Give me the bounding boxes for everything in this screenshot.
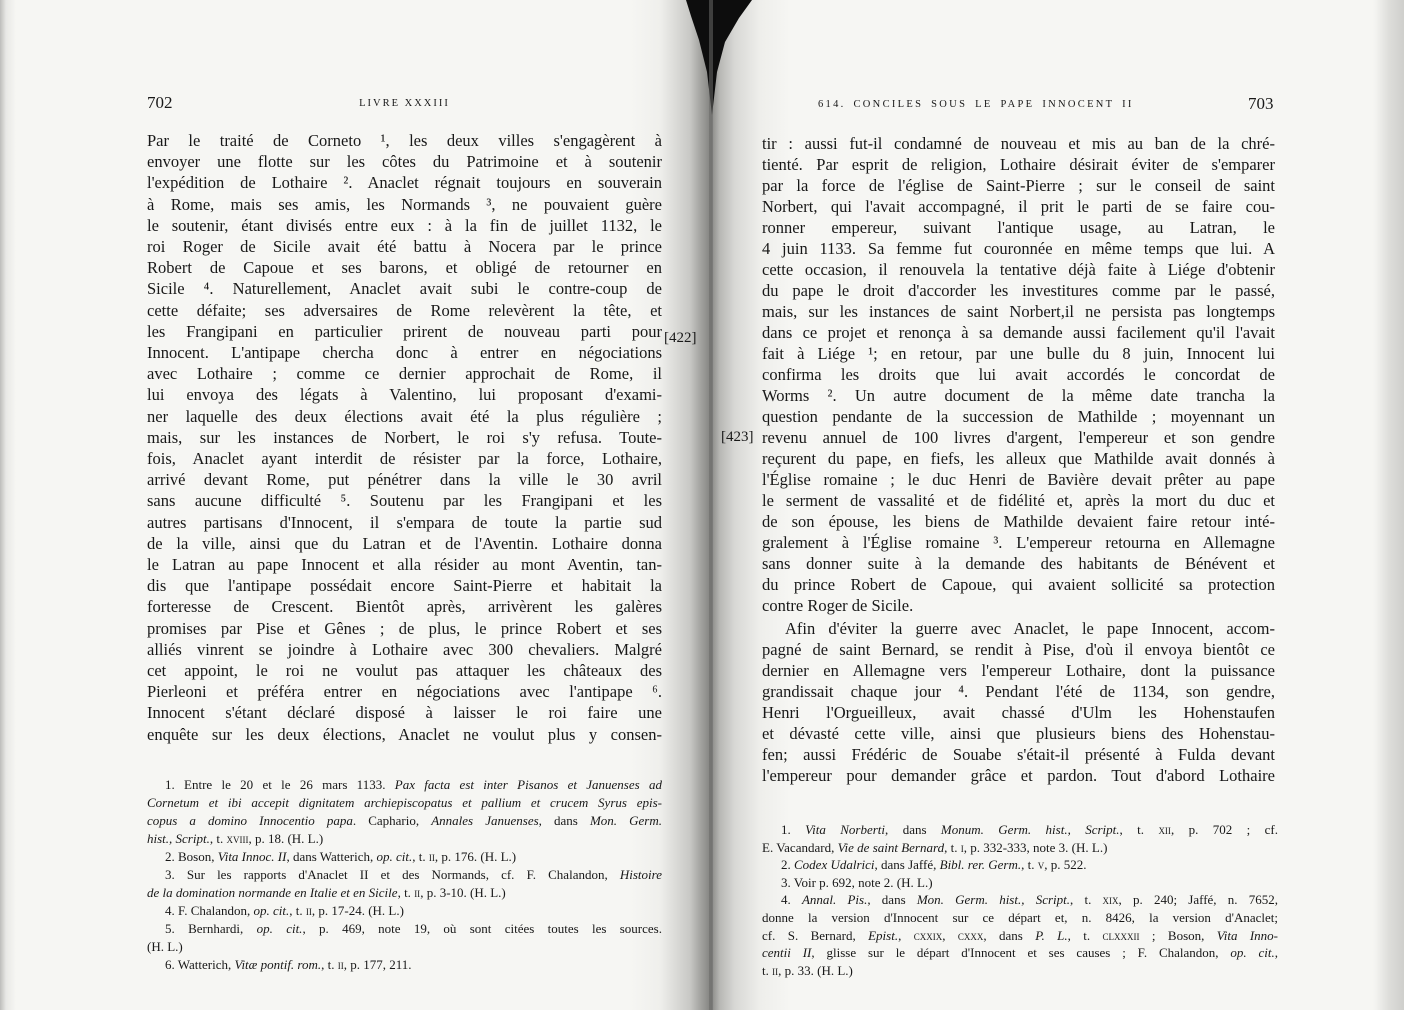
footnote-text: donne la version d'Innocent sur ce départ et, n. 8426, la version d'Anaclet;: [762, 909, 1278, 925]
footnote: [147, 866, 662, 902]
footnote-italic-text: Monum. Germ. hist., Script.: [940, 822, 1120, 837]
text-line: le serment de vassalité et de fidélité et, après la mort du duc et: [762, 491, 1275, 510]
footnote-text: , dans: [867, 892, 917, 908]
text-line: forteresse de Crescent. Bientôt après, arrivèrent les galères: [147, 597, 662, 617]
footnote: [762, 856, 1278, 874]
paragraph: [762, 618, 1275, 786]
text-line: dans ce projet et renonça à sa demande aussi facilement qu'il l'avait: [762, 323, 1275, 342]
text-line: Pierleoni et préféra entrer en négociations avec l'antipape ⁶.: [147, 682, 662, 702]
footnote-line: [147, 956, 662, 974]
footnote-text: 3. Voir p. 692, note 2. (H. L.): [781, 874, 933, 890]
footnote-text: 4.: [781, 892, 802, 908]
footnote-line: [147, 920, 662, 938]
text-line: cette occasion, il renouvela la tentative déjà faite à Liége d'obtenir: [762, 260, 1275, 279]
footnote-text: , p. 18. (H. L.): [248, 831, 324, 846]
footnote-roman-numeral: v: [1037, 857, 1045, 873]
footnote-line: [147, 830, 662, 848]
text-line: arrivé devant Rome, put pénétrer dans la ville le 30 avril: [147, 470, 662, 490]
text-line: fois, Anaclet ayant interdit de résister par la force, Lothaire,: [147, 449, 662, 469]
footnote-text: 3. Sur les rapports d'Anaclet II et des Normands, cf. F. Chalandon,: [165, 867, 620, 882]
text-line: tir : aussi fut-il condamné de nouveau et mis au ban de la chré-: [762, 134, 1275, 153]
text-line: enquête sur les deux élections, Anaclet ne voulut plus y consen-: [147, 724, 662, 744]
footnote-line: [147, 902, 662, 920]
text-line: ner laquelle des deux élections avait été la plus régulière ;: [147, 406, 662, 426]
footnote-text: , p. 17-24. (H. L.): [311, 903, 404, 918]
footnote-text: , t.: [1070, 892, 1103, 908]
footnote-text: , p. 33. (H. L.): [778, 962, 853, 978]
text-line: Henri l'Orgueilleux, avait chassé d'Ulm les Hohenstaufen: [762, 703, 1275, 722]
text-line: le soutenir, étant divisés entre eux : à la fin de juillet 1132, le: [147, 215, 662, 235]
text-line: Par le traité de Corneto ¹, les deux villes s'engagèrent à: [147, 131, 662, 150]
footnote-text: , dans: [983, 927, 1036, 943]
footnote-italic-text: Vita Norberti: [805, 822, 886, 837]
footnote-text: , p. 702 ; cf.: [1170, 822, 1278, 837]
text-line: tienté. Par esprit de religion, Lothaire désirait éviter de s'emparer: [762, 155, 1275, 174]
footnote-text: ,: [898, 927, 914, 943]
footnote-line: [762, 944, 1278, 962]
footnote-italic-text: Mon. Germ. hist., Script.: [916, 892, 1070, 908]
footnote-text: , glisse sur le départ d'Innocent et ses causes ; F. Chalandon,: [811, 945, 1231, 961]
margin-page-reference: [423]: [721, 429, 754, 445]
footnote: [147, 956, 662, 974]
footnote-italic-text: Bibl. rer. Germ.: [939, 857, 1022, 873]
text-line: le Latran au pape Innocent et alla résider au mont Aventin, tan-: [147, 555, 662, 575]
text-line: de la ville, ainsi que du Latran et de l'Aventin. Lothaire donna: [147, 533, 662, 553]
footnote-text: . Caphario,: [352, 813, 432, 828]
footnote-italic-text: Vita Innoc. II: [217, 849, 287, 864]
text-line: les Frangipani en particulier prirent de nouveau parti pour: [147, 321, 662, 341]
footnote: [147, 848, 662, 866]
footnote-italic-text: Mon. Germ.: [589, 813, 662, 828]
footnote-text: , p. 469, note 19, où sont citées toutes les sources.: [302, 921, 662, 936]
footnote-roman-numeral: xix: [1102, 892, 1119, 908]
text-line: Norbert, qui l'avait accompagné, il prit le parti de se faire cou-: [762, 197, 1275, 216]
footnote-italic-text: op. cit.: [376, 849, 413, 864]
text-line: Robert de Capoue et ses barons, et obligé de retourner en: [147, 258, 662, 278]
text-line: confirma les droits que lui avait accordés le concordat de: [762, 365, 1275, 384]
footnote-line: [762, 856, 1278, 874]
body-text: [147, 130, 662, 745]
text-line: pagné de saint Bernard, se rendit à Pise, d'où il envoya bientôt ce: [762, 640, 1275, 659]
paragraph: [762, 133, 1275, 616]
footnote-text: , p. 522.: [1044, 857, 1087, 873]
footnote-text: 1. Entre le 20 et le 26 mars 1133.: [165, 777, 395, 792]
footnote-roman-numeral: xii: [1158, 822, 1171, 837]
footnote-text: , t.: [289, 903, 306, 918]
paragraph: [147, 130, 662, 745]
text-line: fen; aussi Frédéric de Souabe s'était-il présenté à Fulda devant: [762, 745, 1275, 764]
margin-page-reference: [422]: [664, 330, 697, 346]
footnote-text: 2.: [781, 857, 794, 873]
footnote-text: 4. F. Chalandon,: [165, 903, 254, 918]
footnote-text: cf. S. Bernard,: [762, 927, 869, 943]
text-line: avec Lothaire ; comme ce dernier approchait de Rome, il: [147, 364, 662, 384]
footnote-text: , p. 240; Jaffé, n. 7652,: [1118, 892, 1278, 908]
footnote-italic-text: Vita Inno-: [1216, 927, 1279, 943]
footnote-text: , p. 332-333, note 3. (H. L.): [963, 839, 1108, 855]
footnote: [147, 920, 662, 956]
footnote: [762, 891, 1278, 979]
footnote-roman-numeral: clxxxii: [1102, 927, 1140, 943]
text-line: roi Roger de Sicile avait été battu à Nocera par le prince: [147, 237, 662, 257]
footnote-text: E. Vacandard,: [762, 839, 838, 855]
footnote-italic-text: Annal. Pis.: [801, 892, 868, 908]
text-line: à Rome, mais ses amis, les Normands ³, ne pouvaient guère: [147, 194, 662, 214]
footnote-italic-text: op. cit.: [1230, 945, 1275, 961]
footnotes: [147, 776, 662, 974]
footnote-italic-text: P. L.: [1035, 927, 1068, 943]
text-line: lui envoya des légats à Valentino, lui proposant d'exami-: [147, 385, 662, 405]
text-line: alliés vinrent se joindre à Lothaire avec 300 chevaliers. Malgré: [147, 639, 662, 659]
page-number: 703: [1248, 94, 1274, 113]
footnote-italic-text: de la domination normande en Italie et en Sicile: [147, 885, 398, 900]
text-line: dernier en Allemagne vers l'empereur Lothaire, dont la puissance: [762, 661, 1275, 680]
footnote-line: [762, 839, 1278, 857]
footnote-italic-text: Cornetum et ibi accepit dignitatem archiepiscopatus et pallium et crucem Syrus epis-: [147, 795, 662, 810]
footnote-roman-numeral: ii: [414, 885, 421, 900]
text-line: contre Roger de Sicile.: [762, 596, 914, 615]
footnote-line: [147, 866, 662, 884]
footnote-italic-text: Vitæ pontif. rom.: [234, 957, 322, 972]
text-line: revenu annuel de 100 livres d'argent, l'empereur et son gendre: [762, 428, 1275, 447]
footnote: [147, 776, 662, 848]
text-line: du pape le droit d'accorder les investitures comme par le passé,: [762, 281, 1275, 300]
text-line: 4 juin 1133. Sa femme fut couronnée en même temps que lui. A: [762, 239, 1275, 258]
text-line: de son épouse, les biens de Mathilde devaient faire retour inté-: [762, 512, 1275, 531]
footnote-line: [762, 927, 1278, 945]
footnote-text: , dans Jaffé,: [874, 857, 940, 873]
footnote-roman-numeral: i: [960, 839, 964, 855]
right-page: [712, 0, 1404, 1010]
footnote-italic-text: Annales Januenses: [431, 813, 539, 828]
page-number: 702: [147, 93, 173, 112]
footnote-italic-text: Pax facta est inter Pisanos et Januenses ad: [394, 777, 662, 792]
text-line: envoyer une flotte sur les côtes du Patrimoine et à soutenir: [147, 152, 662, 172]
text-line: du prince Robert de Capoue, qui avaient sollicité sa protection: [762, 575, 1275, 594]
text-line: promises par Pise et Gênes ; de plus, le prince Robert et ses: [147, 618, 662, 638]
text-line: sans aucune difficulté ⁵. Soutenu par les Frangipani et les: [147, 491, 662, 511]
footnote-text: 6. Watterich,: [165, 957, 235, 972]
text-line: autres partisans d'Innocent, il s'empara de toute la partie sud: [147, 512, 662, 532]
footnote-italic-text: Epist.: [868, 927, 899, 943]
text-line: question pendante de la succession de Mathilde ; moyennant un: [762, 407, 1275, 426]
running-head: 614. CONCILES SOUS LE PAPE INNOCENT II: [818, 99, 1134, 110]
footnote-text: (H. L.): [147, 939, 183, 954]
footnote-line: [147, 938, 662, 956]
footnote-text: t.: [762, 962, 773, 978]
text-line: mais, sur les instances de Norbert, le roi s'y refusa. Toute-: [147, 427, 662, 447]
footnote-text: , t.: [1021, 857, 1038, 873]
text-line: l'empereur pour demander grâce et pardon. Tout d'abord Lothaire: [762, 766, 1275, 785]
footnote-text: , t.: [1119, 822, 1159, 837]
text-line: l'expédition de Lothaire ². Anaclet régnait toujours en souverain: [147, 173, 662, 193]
text-line: Afin d'éviter la guerre avec Anaclet, le pape Innocent, accom-: [785, 619, 1275, 638]
text-line: dis que l'antipape possédait encore Saint-Pierre et habitait la: [147, 576, 662, 596]
text-line: Innocent s'étant déclaré disposé à laisser le roi faire une: [147, 703, 662, 723]
footnote-text: ,: [1274, 945, 1278, 961]
footnote-text: , t.: [944, 839, 961, 855]
footnote-text: 1.: [781, 822, 806, 837]
footnote-text: , dans: [885, 822, 941, 837]
text-line: gralement à l'Église romaine ³. L'empereur retourna en Allemagne: [762, 533, 1275, 552]
footnote-italic-text: op. cit.: [256, 921, 303, 936]
footnote-line: [147, 794, 662, 812]
footnote-line: [762, 874, 1278, 892]
footnote-italic-text: centii II: [762, 945, 812, 961]
footnote: [762, 874, 1278, 892]
footnote-line: [762, 891, 1278, 909]
footnote-text: , t.: [209, 831, 227, 846]
text-line: mais, sur les instances de saint Norbert,il ne persista pas longtemps: [762, 302, 1275, 321]
footnote-line: [147, 848, 662, 866]
footnote-text: , dans Watterich,: [286, 849, 377, 864]
text-line: fait à Liége ¹; en retour, par une bulle du 8 juin, Innocent lui: [762, 344, 1275, 363]
text-line: grandissait chaque jour ⁴. Pendant l'été de 1134, son gendre,: [762, 682, 1275, 701]
text-line: Innocent. L'antipape chercha donc à entrer en négociations: [147, 343, 662, 363]
text-line: Sicile ⁴. Naturellement, Anaclet avait subi le contre-coup de: [147, 279, 662, 299]
text-line: Worms ². Un autre document de la même date trancha la: [762, 386, 1275, 405]
footnote-line: [762, 909, 1278, 927]
footnote: [147, 902, 662, 920]
footnote-text: , p. 176. (H. L.): [434, 849, 517, 864]
footnote-roman-numeral: ii: [428, 849, 435, 864]
footnote-text: , dans: [538, 813, 590, 828]
text-line: et dévasté cette ville, ainsi que plusieurs biens des Hohenstau-: [762, 724, 1275, 743]
footnote-text: , t.: [397, 885, 415, 900]
footnote-italic-text: op. cit.: [253, 903, 290, 918]
text-line: sans donner suite à la demande des habitants de Bénévent et: [762, 554, 1275, 573]
footnote-text: , p. 3-10. (H. L.): [420, 885, 506, 900]
footnote: [762, 821, 1278, 856]
footnote-italic-text: hist., Script.: [147, 831, 210, 846]
footnotes: [762, 821, 1278, 979]
text-line: ronner empereur, suivant l'antique usage, au Latran, le: [762, 218, 1275, 237]
footnote-roman-numeral: ii: [772, 962, 779, 978]
text-line: cette défaite; ses adversaires de Rome relevèrent la tête, et: [147, 300, 662, 320]
footnote-line: [762, 962, 1278, 980]
footnote-text: , t.: [321, 957, 338, 972]
footnote-text: , t.: [412, 849, 429, 864]
text-line: reçurent du pape, en fiefs, les alleux que Mathilde avait donnés à: [762, 449, 1275, 468]
footnote-italic-text: Codex Udalrici: [794, 857, 875, 873]
footnote-text: , t.: [1067, 927, 1103, 943]
footnote-text: 2. Boson,: [165, 849, 218, 864]
footnote-text: ; Boson,: [1139, 927, 1217, 943]
footnote-text: 5. Bernhardi,: [165, 921, 257, 936]
text-line: par la force de l'église de Saint-Pierre ; sur le conseil de saint: [762, 176, 1275, 195]
text-line: cet appoint, le roi ne voulut pas attaquer les châteaux des: [147, 661, 662, 681]
footnote-line: [147, 776, 662, 794]
footnote-roman-numeral: xviii: [226, 831, 249, 846]
footnote-roman-numeral: ii: [305, 903, 312, 918]
footnote-italic-text: Vie de saint Bernard: [837, 839, 945, 855]
footnote-roman-numeral: cxxix, cxxx: [913, 927, 984, 943]
footnote-text: , p. 177, 211.: [343, 957, 412, 972]
text-line: l'Église romaine ; le duc Henri de Bavière devait prêter au pape: [762, 470, 1275, 489]
footnote-italic-text: Histoire: [619, 867, 662, 882]
footnote-roman-numeral: ii: [337, 957, 344, 972]
footnote-line: [147, 812, 662, 830]
running-head: LIVRE XXXIII: [359, 98, 450, 109]
body-text: [762, 133, 1275, 786]
footnote-line: [762, 821, 1278, 839]
footnote-line: [147, 884, 662, 902]
footnote-italic-text: copus a domino Innocentio papa: [147, 813, 353, 828]
